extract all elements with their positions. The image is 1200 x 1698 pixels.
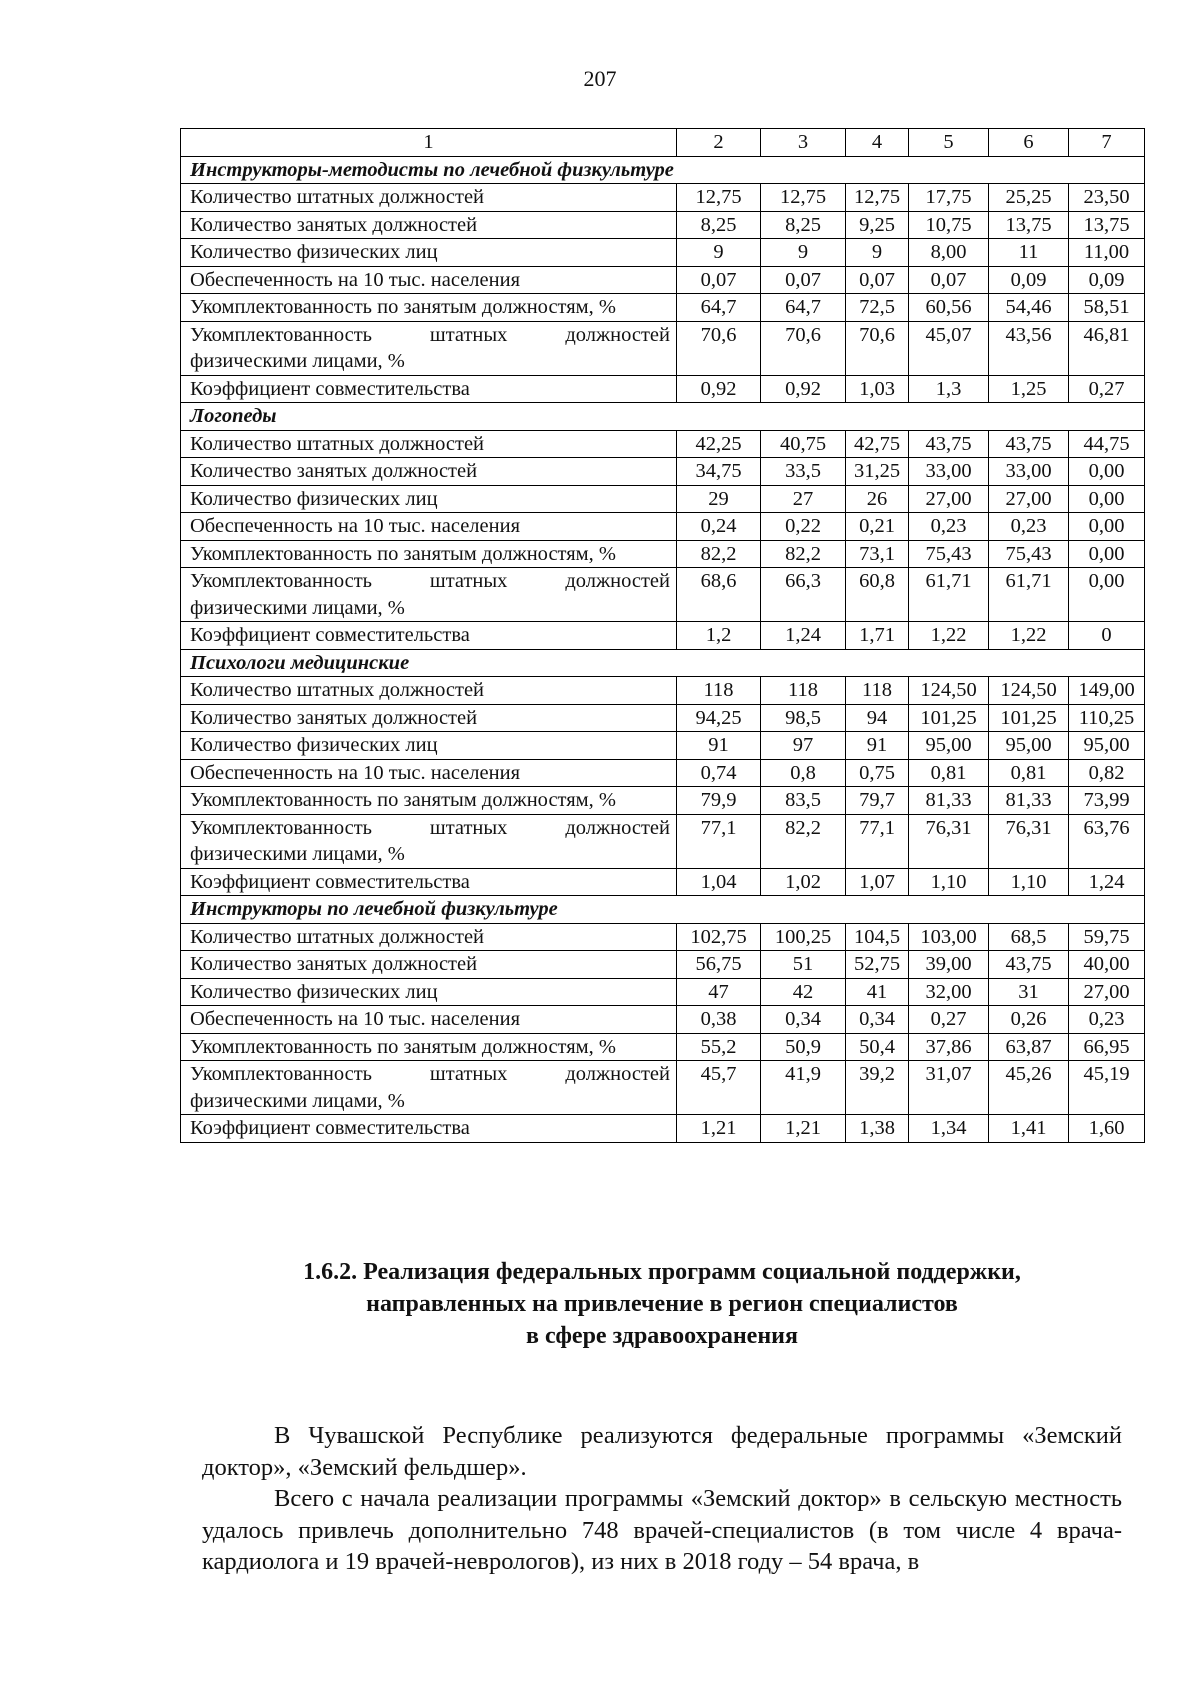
cell-value: 50,4 (846, 1033, 909, 1061)
paragraph: В Чувашской Республике реализуются федеральные программы «Земский доктор», «Земский фельдшер». (202, 1422, 1122, 1481)
cell-value: 32,00 (909, 978, 989, 1006)
cell-value: 0,81 (909, 759, 989, 787)
cell-value: 91 (846, 732, 909, 760)
cell-value: 0,07 (909, 266, 989, 294)
cell-value: 51 (761, 951, 846, 979)
cell-value: 1,04 (677, 868, 761, 896)
column-header: 2 (677, 129, 761, 157)
page-number: 207 (583, 66, 617, 91)
cell-value: 39,00 (909, 951, 989, 979)
cell-value: 12,75 (761, 184, 846, 212)
cell-value: 124,50 (989, 677, 1069, 705)
cell-value: 94 (846, 704, 909, 732)
cell-value: 103,00 (909, 923, 989, 951)
cell-value: 40,75 (761, 430, 846, 458)
cell-value: 97 (761, 732, 846, 760)
table-row (181, 568, 1145, 622)
table-row (181, 266, 1145, 294)
cell-value: 82,2 (677, 540, 761, 568)
paragraph: Всего с начала реализации программы «Земский доктор» в сельскую местность удалось привлечь дополнительно 748 врачей-специалистов (в том числе 4 врача-кардиолога и 19 врачей-неврологов), из них в 2018 году – 54 врача, в (202, 1485, 1122, 1575)
cell-value: 31,25 (846, 458, 909, 486)
cell-value: 31 (989, 978, 1069, 1006)
cell-value: 42,75 (846, 430, 909, 458)
cell-value: 27,00 (989, 485, 1069, 513)
cell-value: 13,75 (1069, 211, 1145, 239)
cell-value: 75,43 (909, 540, 989, 568)
cell-value: 11,00 (1069, 239, 1145, 267)
cell-value: 55,2 (677, 1033, 761, 1061)
cell-value: 0,82 (1069, 759, 1145, 787)
table-row (181, 951, 1145, 979)
table-row (181, 485, 1145, 513)
row-label: Укомплектованность по занятым должностям, % (181, 294, 677, 322)
cell-value: 118 (677, 677, 761, 705)
cell-value: 25,25 (989, 184, 1069, 212)
table-row (181, 430, 1145, 458)
table-row (181, 1115, 1145, 1143)
row-label: Укомплектованность штатных должностей физическими лицами, % (181, 568, 677, 622)
cell-value: 1,60 (1069, 1115, 1145, 1143)
table-row (181, 923, 1145, 951)
cell-value: 1,25 (989, 375, 1069, 403)
row-label: Укомплектованность штатных должностей физическими лицами, % (181, 321, 677, 375)
section-header-row (181, 896, 1145, 924)
row-label: Коэффициент совместительства (181, 868, 677, 896)
cell-value: 1,02 (761, 868, 846, 896)
cell-value: 45,7 (677, 1061, 761, 1115)
table-row (181, 622, 1145, 650)
body-text (202, 1420, 1122, 1578)
cell-value: 0,09 (989, 266, 1069, 294)
cell-value: 0,07 (677, 266, 761, 294)
table-body (181, 156, 1145, 1142)
cell-value: 40,00 (1069, 951, 1145, 979)
row-label: Количество штатных должностей (181, 677, 677, 705)
table-row (181, 978, 1145, 1006)
row-label: Обеспеченность на 10 тыс. населения (181, 1006, 677, 1034)
cell-value: 1,24 (1069, 868, 1145, 896)
table-row (181, 1061, 1145, 1115)
cell-value: 1,07 (846, 868, 909, 896)
cell-value: 46,81 (1069, 321, 1145, 375)
cell-value: 66,3 (761, 568, 846, 622)
cell-value: 45,26 (989, 1061, 1069, 1115)
table-row (181, 814, 1145, 868)
cell-value: 0,92 (677, 375, 761, 403)
cell-value: 73,1 (846, 540, 909, 568)
cell-value: 60,56 (909, 294, 989, 322)
cell-value: 42 (761, 978, 846, 1006)
table-row (181, 759, 1145, 787)
cell-value: 59,75 (1069, 923, 1145, 951)
cell-value: 39,2 (846, 1061, 909, 1115)
table-row (181, 732, 1145, 760)
cell-value: 0,21 (846, 513, 909, 541)
row-label: Коэффициент совместительства (181, 1115, 677, 1143)
cell-value: 0,81 (989, 759, 1069, 787)
cell-value: 68,5 (989, 923, 1069, 951)
table-row (181, 1006, 1145, 1034)
cell-value: 95,00 (1069, 732, 1145, 760)
table-row (181, 458, 1145, 486)
cell-value: 37,86 (909, 1033, 989, 1061)
cell-value: 47 (677, 978, 761, 1006)
section-title: Логопеды (181, 403, 1145, 431)
cell-value: 58,51 (1069, 294, 1145, 322)
row-label: Количество занятых должностей (181, 211, 677, 239)
heading-line: 1.6.2. Реализация федеральных программ социальной поддержки, (303, 1259, 1021, 1285)
cell-value: 1,24 (761, 622, 846, 650)
cell-value: 76,31 (989, 814, 1069, 868)
cell-value: 98,5 (761, 704, 846, 732)
table-row (181, 184, 1145, 212)
row-label: Количество штатных должностей (181, 923, 677, 951)
row-label: Количество занятых должностей (181, 458, 677, 486)
cell-value: 1,21 (677, 1115, 761, 1143)
table-row (181, 321, 1145, 375)
cell-value: 64,7 (761, 294, 846, 322)
cell-value: 33,00 (989, 458, 1069, 486)
column-header: 5 (909, 129, 989, 157)
cell-value: 1,22 (989, 622, 1069, 650)
table-row (181, 868, 1145, 896)
cell-value: 0,00 (1069, 513, 1145, 541)
cell-value: 0,23 (909, 513, 989, 541)
section-heading (180, 1256, 1144, 1352)
row-label: Количество физических лиц (181, 485, 677, 513)
cell-value: 12,75 (677, 184, 761, 212)
cell-value: 0,27 (1069, 375, 1145, 403)
cell-value: 12,75 (846, 184, 909, 212)
table-row (181, 294, 1145, 322)
cell-value: 61,71 (909, 568, 989, 622)
cell-value: 81,33 (909, 787, 989, 815)
cell-value: 1,34 (909, 1115, 989, 1143)
cell-value: 9 (677, 239, 761, 267)
cell-value: 44,75 (1069, 430, 1145, 458)
cell-value: 82,2 (761, 814, 846, 868)
section-title: Инструкторы по лечебной физкультуре (181, 896, 1145, 924)
row-label: Количество физических лиц (181, 732, 677, 760)
table-row (181, 677, 1145, 705)
cell-value: 91 (677, 732, 761, 760)
column-header: 4 (846, 129, 909, 157)
cell-value: 66,95 (1069, 1033, 1145, 1061)
cell-value: 1,3 (909, 375, 989, 403)
cell-value: 1,22 (909, 622, 989, 650)
table-row (181, 211, 1145, 239)
column-header: 1 (181, 129, 677, 157)
row-label: Количество физических лиц (181, 978, 677, 1006)
section-header-row (181, 156, 1145, 184)
cell-value: 17,75 (909, 184, 989, 212)
cell-value: 1,41 (989, 1115, 1069, 1143)
cell-value: 124,50 (909, 677, 989, 705)
cell-value: 77,1 (846, 814, 909, 868)
row-label: Количество занятых должностей (181, 704, 677, 732)
cell-value: 1,2 (677, 622, 761, 650)
cell-value: 45,07 (909, 321, 989, 375)
table-header-row (181, 129, 1145, 157)
cell-value: 1,10 (909, 868, 989, 896)
section-header-row (181, 649, 1145, 677)
cell-value: 0,38 (677, 1006, 761, 1034)
cell-value: 0,00 (1069, 485, 1145, 513)
cell-value: 43,56 (989, 321, 1069, 375)
column-header: 3 (761, 129, 846, 157)
cell-value: 0,74 (677, 759, 761, 787)
cell-value: 63,76 (1069, 814, 1145, 868)
staffing-table (180, 128, 1145, 1143)
cell-value: 1,03 (846, 375, 909, 403)
row-label: Количество штатных должностей (181, 184, 677, 212)
cell-value: 52,75 (846, 951, 909, 979)
row-label: Укомплектованность штатных должностей физическими лицами, % (181, 814, 677, 868)
cell-value: 41,9 (761, 1061, 846, 1115)
cell-value: 1,38 (846, 1115, 909, 1143)
row-label: Количество штатных должностей (181, 430, 677, 458)
cell-value: 61,71 (989, 568, 1069, 622)
cell-value: 43,75 (989, 430, 1069, 458)
cell-value: 0 (1069, 622, 1145, 650)
row-label: Обеспеченность на 10 тыс. населения (181, 513, 677, 541)
cell-value: 0,07 (846, 266, 909, 294)
cell-value: 0,27 (909, 1006, 989, 1034)
row-label: Количество занятых должностей (181, 951, 677, 979)
cell-value: 64,7 (677, 294, 761, 322)
column-header: 7 (1069, 129, 1145, 157)
cell-value: 9,25 (846, 211, 909, 239)
cell-value: 0,09 (1069, 266, 1145, 294)
cell-value: 1,71 (846, 622, 909, 650)
cell-value: 0,00 (1069, 568, 1145, 622)
cell-value: 73,99 (1069, 787, 1145, 815)
cell-value: 8,00 (909, 239, 989, 267)
cell-value: 0,00 (1069, 540, 1145, 568)
cell-value: 81,33 (989, 787, 1069, 815)
cell-value: 83,5 (761, 787, 846, 815)
cell-value: 27,00 (909, 485, 989, 513)
cell-value: 50,9 (761, 1033, 846, 1061)
table-row (181, 1033, 1145, 1061)
cell-value: 63,87 (989, 1033, 1069, 1061)
section-title: Психологи медицинские (181, 649, 1145, 677)
cell-value: 79,9 (677, 787, 761, 815)
cell-value: 60,8 (846, 568, 909, 622)
cell-value: 0,34 (761, 1006, 846, 1034)
cell-value: 100,25 (761, 923, 846, 951)
cell-value: 8,25 (761, 211, 846, 239)
cell-value: 27,00 (1069, 978, 1145, 1006)
cell-value: 0,24 (677, 513, 761, 541)
cell-value: 70,6 (846, 321, 909, 375)
cell-value: 54,46 (989, 294, 1069, 322)
cell-value: 70,6 (761, 321, 846, 375)
cell-value: 0,26 (989, 1006, 1069, 1034)
cell-value: 33,00 (909, 458, 989, 486)
cell-value: 29 (677, 485, 761, 513)
section-title: Инструкторы-методисты по лечебной физкультуре (181, 156, 1145, 184)
cell-value: 43,75 (909, 430, 989, 458)
cell-value: 104,5 (846, 923, 909, 951)
cell-value: 1,21 (761, 1115, 846, 1143)
cell-value: 0,75 (846, 759, 909, 787)
cell-value: 8,25 (677, 211, 761, 239)
row-label: Коэффициент совместительства (181, 622, 677, 650)
column-header: 6 (989, 129, 1069, 157)
cell-value: 26 (846, 485, 909, 513)
cell-value: 1,10 (989, 868, 1069, 896)
cell-value: 118 (846, 677, 909, 705)
row-label: Количество физических лиц (181, 239, 677, 267)
table-row (181, 375, 1145, 403)
cell-value: 76,31 (909, 814, 989, 868)
cell-value: 0,07 (761, 266, 846, 294)
cell-value: 11 (989, 239, 1069, 267)
row-label: Обеспеченность на 10 тыс. населения (181, 266, 677, 294)
row-label: Укомплектованность по занятым должностям, % (181, 540, 677, 568)
table-row (181, 540, 1145, 568)
cell-value: 23,50 (1069, 184, 1145, 212)
cell-value: 79,7 (846, 787, 909, 815)
table-row (181, 513, 1145, 541)
cell-value: 56,75 (677, 951, 761, 979)
cell-value: 101,25 (989, 704, 1069, 732)
cell-value: 9 (846, 239, 909, 267)
cell-value: 94,25 (677, 704, 761, 732)
cell-value: 68,6 (677, 568, 761, 622)
cell-value: 95,00 (909, 732, 989, 760)
cell-value: 149,00 (1069, 677, 1145, 705)
cell-value: 82,2 (761, 540, 846, 568)
cell-value: 95,00 (989, 732, 1069, 760)
heading-line: в сфере здравоохранения (526, 1323, 798, 1349)
cell-value: 13,75 (989, 211, 1069, 239)
cell-value: 0,00 (1069, 458, 1145, 486)
section-header-row (181, 403, 1145, 431)
cell-value: 45,19 (1069, 1061, 1145, 1115)
cell-value: 27 (761, 485, 846, 513)
cell-value: 77,1 (677, 814, 761, 868)
row-label: Укомплектованность по занятым должностям, % (181, 787, 677, 815)
cell-value: 0,22 (761, 513, 846, 541)
cell-value: 75,43 (989, 540, 1069, 568)
cell-value: 118 (761, 677, 846, 705)
cell-value: 33,5 (761, 458, 846, 486)
cell-value: 42,25 (677, 430, 761, 458)
cell-value: 41 (846, 978, 909, 1006)
cell-value: 9 (761, 239, 846, 267)
row-label: Укомплектованность по занятым должностям, % (181, 1033, 677, 1061)
heading-line: направленных на привлечение в регион специалистов (366, 1291, 958, 1317)
row-label: Коэффициент совместительства (181, 375, 677, 403)
cell-value: 72,5 (846, 294, 909, 322)
table-row (181, 787, 1145, 815)
cell-value: 0,92 (761, 375, 846, 403)
row-label: Укомплектованность штатных должностей физическими лицами, % (181, 1061, 677, 1115)
cell-value: 0,34 (846, 1006, 909, 1034)
cell-value: 34,75 (677, 458, 761, 486)
cell-value: 0,8 (761, 759, 846, 787)
cell-value: 101,25 (909, 704, 989, 732)
table-row (181, 704, 1145, 732)
cell-value: 0,23 (989, 513, 1069, 541)
cell-value: 0,23 (1069, 1006, 1145, 1034)
cell-value: 31,07 (909, 1061, 989, 1115)
table-row (181, 239, 1145, 267)
cell-value: 10,75 (909, 211, 989, 239)
row-label: Обеспеченность на 10 тыс. населения (181, 759, 677, 787)
cell-value: 70,6 (677, 321, 761, 375)
cell-value: 110,25 (1069, 704, 1145, 732)
cell-value: 102,75 (677, 923, 761, 951)
cell-value: 43,75 (989, 951, 1069, 979)
